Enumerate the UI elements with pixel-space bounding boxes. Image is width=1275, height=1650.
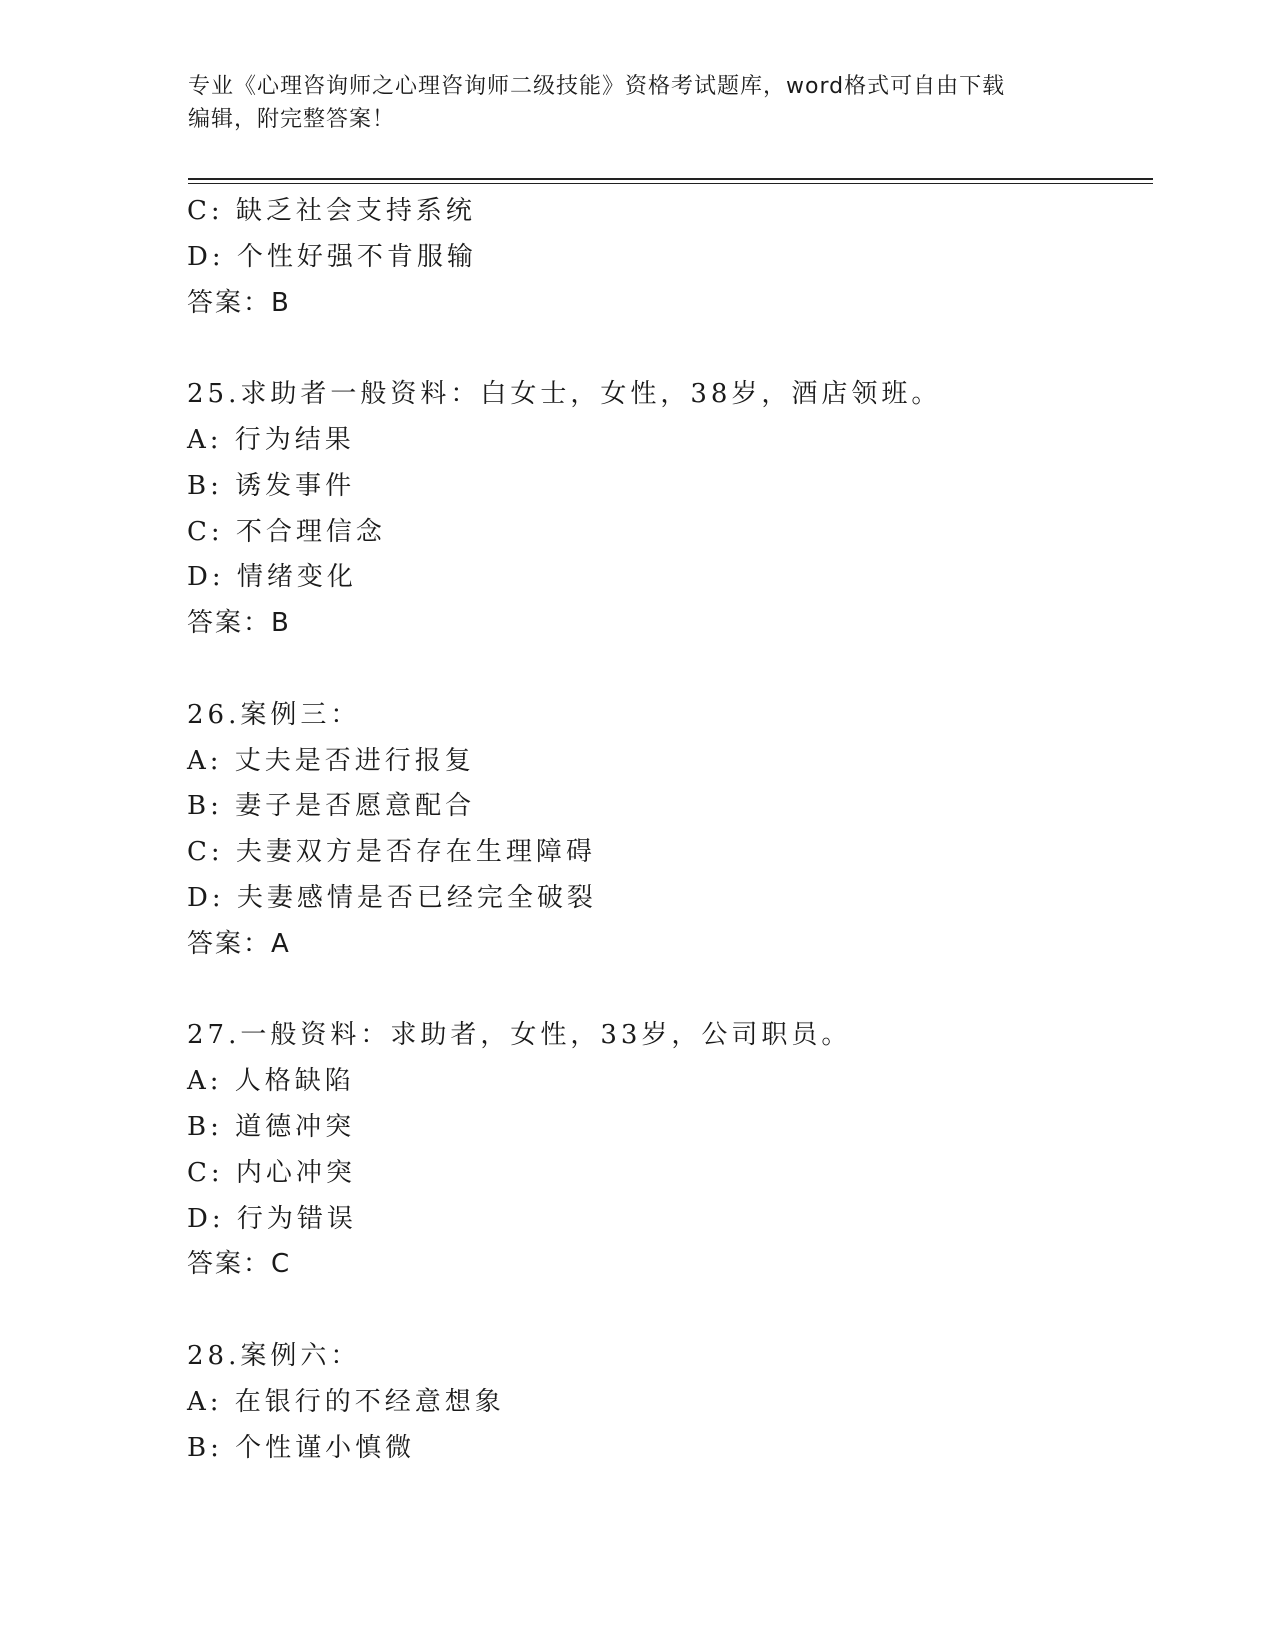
- question-stem: 28.案例六：: [187, 1340, 361, 1371]
- option-d: D: 情绪变化: [187, 562, 357, 593]
- answer: 答案：B: [187, 287, 291, 318]
- question-stem: 27.一般资料：求助者，女性，33岁，公司职员。: [187, 1020, 852, 1051]
- question-gap: [187, 647, 1147, 693]
- header-divider-thin: [188, 183, 1153, 184]
- header-line-2: 编辑，附完整答案！: [188, 107, 396, 132]
- option-c: C: 缺乏社会支持系统: [187, 196, 476, 226]
- header-divider-thick: [188, 178, 1153, 180]
- question-partial: [187, 189, 1147, 326]
- question-26: [187, 693, 1147, 968]
- question-stem: 25.求助者一般资料：白女士，女性，38岁，酒店领班。: [187, 379, 942, 410]
- option-a: A: 在银行的不经意想象: [187, 1386, 505, 1417]
- option-c: C: 不合理信念: [187, 516, 386, 547]
- option-b: B: 妻子是否愿意配合: [187, 791, 476, 822]
- option-c: C: 夫妻双方是否存在生理障碍: [187, 837, 596, 868]
- option-d: D: 行为错误: [187, 1203, 357, 1234]
- option-a: A: 丈夫是否进行报复: [187, 745, 475, 776]
- option-d: D: 夫妻感情是否已经完全破裂: [187, 882, 597, 913]
- option-c: C: 内心冲突: [187, 1157, 356, 1188]
- question-gap: [187, 968, 1147, 1014]
- answer: 答案：B: [187, 608, 291, 639]
- question-list: [187, 189, 1147, 1471]
- answer: 答案：A: [187, 928, 291, 959]
- question-stem: 26.案例三：: [187, 699, 361, 730]
- document-header: [188, 70, 1088, 136]
- header-line-1: 专业《心理咨询师之心理咨询师二级技能》资格考试题库，word格式可自由下载: [188, 74, 1006, 99]
- option-d: D: 个性好强不肯服输: [187, 241, 477, 272]
- option-a: A: 行为结果: [187, 424, 355, 455]
- answer: 答案：C: [187, 1249, 292, 1280]
- question-gap: [187, 326, 1147, 372]
- question-28: [187, 1334, 1147, 1471]
- question-25: [187, 372, 1147, 647]
- question-27: [187, 1013, 1147, 1288]
- option-b: B: 个性谨小慎微: [187, 1432, 416, 1463]
- option-a: A: 人格缺陷: [187, 1066, 355, 1097]
- option-b: B: 诱发事件: [187, 470, 356, 501]
- question-gap: [187, 1288, 1147, 1334]
- option-b: B: 道德冲突: [187, 1111, 356, 1142]
